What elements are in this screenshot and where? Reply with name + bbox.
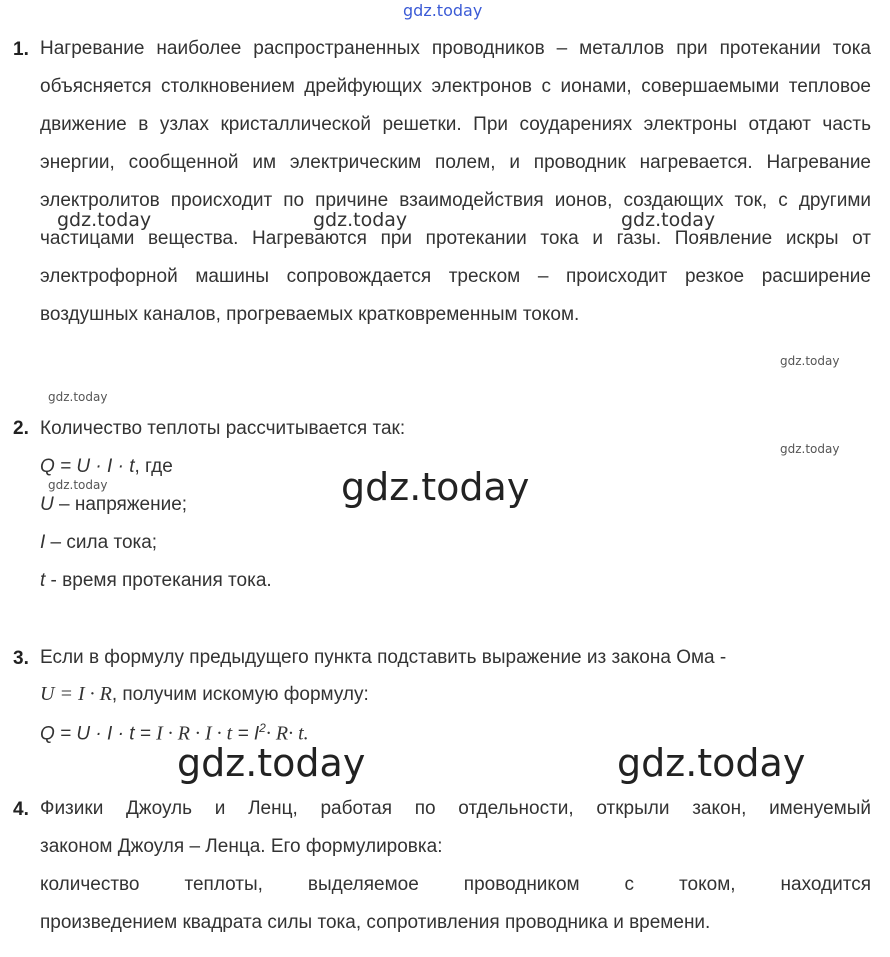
definition-text: – напряжение; [53, 494, 188, 515]
formula-q-uit: Q = U · I · t [40, 456, 135, 477]
symbol-u: U [40, 494, 54, 515]
item-2-intro: Количество теплоты рассчитывается так: [40, 418, 406, 439]
item-number: 2. [13, 418, 29, 439]
watermark: gdz.today [313, 209, 408, 231]
watermark: gdz.today [780, 354, 840, 368]
formula-part: = I [232, 723, 260, 745]
definition-voltage [40, 495, 187, 514]
symbol-i: I [40, 532, 46, 553]
item-4-line-1: Физики Джоуль и Ленц, работая по отдельности, открыли закон, именуемый [40, 799, 871, 819]
definition-text: – сила тока; [45, 532, 158, 553]
ohm-suffix: , получим искомую формулу: [111, 684, 369, 705]
item-2-formula [40, 457, 173, 476]
watermark: gdz.today [780, 442, 840, 456]
watermark: gdz.today [48, 390, 108, 404]
watermark-large: gdz.today [177, 741, 366, 785]
definition-current [40, 533, 157, 552]
watermark: gdz.today [621, 209, 716, 231]
item-4-line-4: произведением квадрата силы тока, сопротивления проводника и времени. [40, 912, 711, 933]
ohm-law: U = I · R [40, 683, 112, 705]
item-1-text: Нагревание наиболее распространенных проводников – металлов при протекании тока объясняется столкновением дрейфующих электронов с ионами, совершаемыми тепловое движение в узлах кристаллической решетки. При соударениях электроны отдают часть энергии, сообщенной им электрическим полем, и проводник нагревается. Нагревание электролитов происходит по причине взаимодействия ионов, создающих ток, с другими частицами вещества. Нагреваются при протекании тока и газы. Появление искры от электрофорной машины сопровождается треском – происходит резкое расширение воздушных каналов, прогреваемых кратковременным током. [40, 38, 871, 325]
item-number: 1. [13, 39, 29, 60]
watermark-large: gdz.today [341, 465, 530, 509]
formula-part: I · R · I · t [156, 722, 233, 745]
watermark-top: gdz.today [403, 1, 483, 20]
definition-time [40, 571, 272, 590]
item-4-line-2: законом Джоуля – Ленца. Его формулировка: [40, 836, 443, 857]
formula-exponent: 2 [259, 721, 266, 735]
formula-suffix: , где [134, 456, 173, 477]
item-number: 4. [13, 799, 29, 820]
definition-text: - время протекания тока. [45, 570, 272, 591]
item-4-line-3: количество теплоты, выделяемое проводником с током, находится [40, 875, 871, 895]
item-3-ohm-line [40, 684, 369, 704]
item-number: 3. [13, 648, 29, 669]
symbol-t: t [40, 570, 46, 591]
watermark-large: gdz.today [617, 741, 806, 785]
item-3-intro: Если в формулу предыдущего пункта подставить выражение из закона Ома - [40, 647, 727, 668]
watermark: gdz.today [57, 209, 152, 231]
item-3-formula [40, 722, 309, 743]
watermark: gdz.today [48, 478, 108, 492]
formula-part: Q = U · I · t = [40, 723, 157, 745]
formula-part: · R· t. [265, 722, 309, 745]
